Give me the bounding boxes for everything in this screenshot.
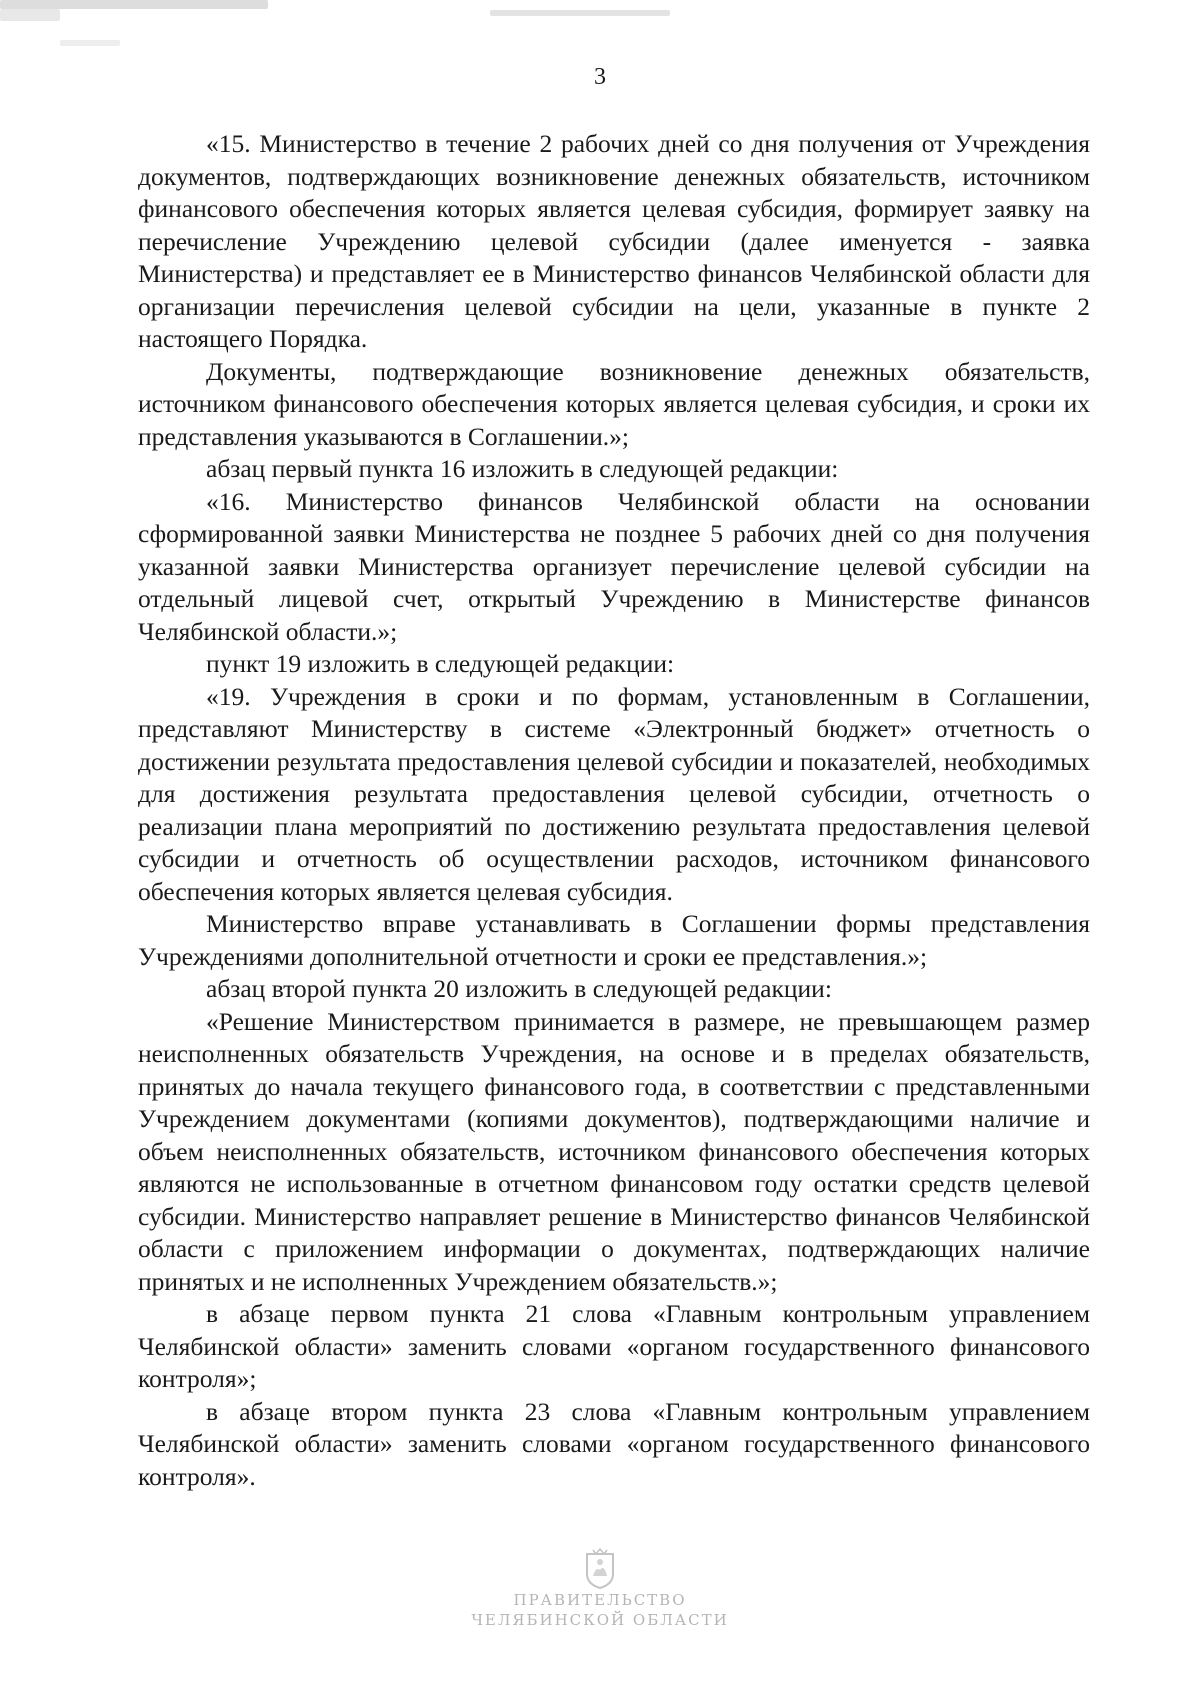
paragraph-decision: «Решение Министерством принимается в размере, не превышающем размер неисполненных обязательств Учреждения, на основе и в пределах обязательств, принятых до начала текущего финансового года, в соответствии с представленными Учреждением документами (копиями документов), подтверждающими наличие и объем неисполненных обязательств, источником финансового обеспечения которых являются не использованные в отчетном финансовом году остатки средств целевой субсидии. Министерство направляет решение в Министерство финансов Челябинской области с приложением информации о документах, подтверждающих наличие принятых и не исполненных Учреждением обязательств.»; — [138, 1006, 1090, 1296]
coat-of-arms-icon — [583, 1548, 617, 1590]
scan-artifact — [60, 40, 120, 46]
page-number: 3 — [594, 64, 606, 90]
scan-artifact — [0, 9, 60, 21]
government-stamp — [440, 1548, 760, 1630]
scan-artifact — [0, 0, 268, 9]
paragraph-amend-23: в абзаце втором пункта 23 слова «Главным контрольным управлением Челябинской области» заменить словами «органом государственного финансового контроля». — [138, 1396, 1090, 1491]
paragraph-15: «15. Министерство в течение 2 рабочих дней со дня получения от Учреждения документов, подтверждающих возникновение денежных обязательств, источником финансового обеспечения которых является целевая субсидия, формирует заявку на перечисление Учреждению целевой субсидии (далее именуется - заявка Министерства) и представляет ее в Министерство финансов Челябинской области для организации перечисления целевой субсидии на цели, указанные в пункте 2 настоящего Порядка. — [138, 129, 1090, 353]
paragraph-forms: Министерство вправе устанавливать в Соглашении формы представления Учреждениями дополнительной отчетности и сроки ее представления.»; — [138, 909, 1090, 971]
stamp-line-2: ЧЕЛЯБИНСКОЙ ОБЛАСТИ — [471, 1611, 729, 1629]
document-body — [138, 128, 1090, 1493]
paragraph-amend-19: пункт 19 изложить в следующей редакции: — [206, 649, 675, 678]
paragraph-16: «16. Министерство финансов Челябинской области на основании сформированной заявки Министерства не позднее 5 рабочих дней со дня получения указанной заявки Министерства организует перечисление целевой субсидии на отдельный лицевой счет, открытый Учреждению в Министерстве финансов Челябинской области.»; — [138, 486, 1090, 646]
scan-artifact — [490, 10, 670, 16]
paragraph-19: «19. Учреждения в сроки и по формам, установленным в Соглашении, представляют Министерству в системе «Электронный бюджет» отчетность о достижении результата предоставления целевой субсидии и показателей, необходимых для достижения результата предоставления целевой субсидии, отчетность о реализации плана мероприятий по достижению результата предоставления целевой субсидии и отчетность об осуществлении расходов, источником финансового обеспечения которых является целевая субсидия. — [138, 681, 1090, 906]
paragraph-amend-20: абзац второй пункта 20 изложить в следующей редакции: — [206, 974, 832, 1003]
paragraph-amend-21: в абзаце первом пункта 21 слова «Главным контрольным управлением Челябинской области» заменить словами «органом государственного финансового контроля»; — [138, 1299, 1090, 1393]
stamp-line-1: ПРАВИТЕЛЬСТВО — [513, 1591, 687, 1609]
paragraph-amend-16: абзац первый пункта 16 изложить в следующей редакции: — [206, 454, 839, 483]
paragraph-documents: Документы, подтверждающие возникновение денежных обязательств, источником финансового обеспечения которых является целевая субсидия, и сроки их представления указываются в Соглашении.»; — [138, 356, 1090, 451]
